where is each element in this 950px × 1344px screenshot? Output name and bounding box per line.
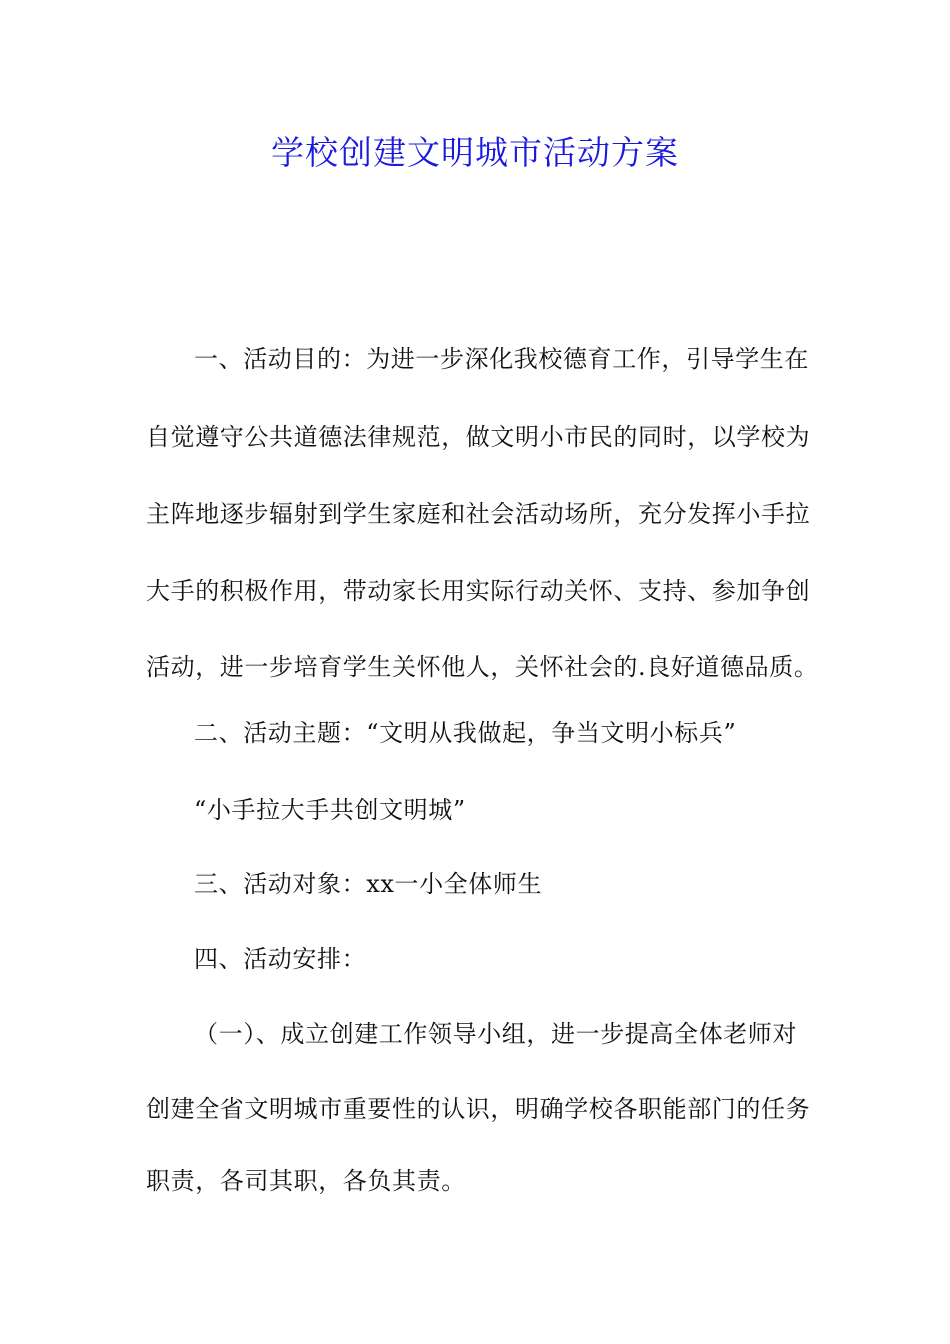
paragraph-line: 四、活动安排： bbox=[194, 945, 367, 973]
paragraph-line: 大手的积极作用，带动家长用实际行动关怀、支持、参加争创 bbox=[146, 577, 811, 605]
paragraph-line: 创建全省文明城市重要性的认识，明确学校各职能部门的任务 bbox=[146, 1095, 811, 1123]
document-title: 学校创建文明城市活动方案 bbox=[271, 133, 679, 172]
paragraph-line: 三、活动对象：xx一小全体师生 bbox=[194, 870, 543, 898]
paragraph-line: 自觉遵守公共道德法律规范，做文明小市民的同时，以学校为 bbox=[146, 423, 811, 451]
paragraph-line: 职责，各司其职，各负其责。 bbox=[146, 1167, 466, 1195]
paragraph-line: 一、活动目的：为进一步深化我校德育工作，引导学生在 bbox=[194, 345, 809, 373]
paragraph-line: （一）、成立创建工作领导小组，进一步提高全体老师对 bbox=[194, 1020, 797, 1048]
paragraph-line: 二、活动主题：“文明从我做起，争当文明小标兵” bbox=[194, 719, 737, 747]
paragraph-line: “小手拉大手共创文明城” bbox=[194, 796, 466, 824]
paragraph-line: 主阵地逐步辐射到学生家庭和社会活动场所，充分发挥小手拉 bbox=[146, 500, 811, 528]
paragraph-line: 活动，进一步培育学生关怀他人，关怀社会的.良好道德品质。 bbox=[146, 653, 819, 681]
